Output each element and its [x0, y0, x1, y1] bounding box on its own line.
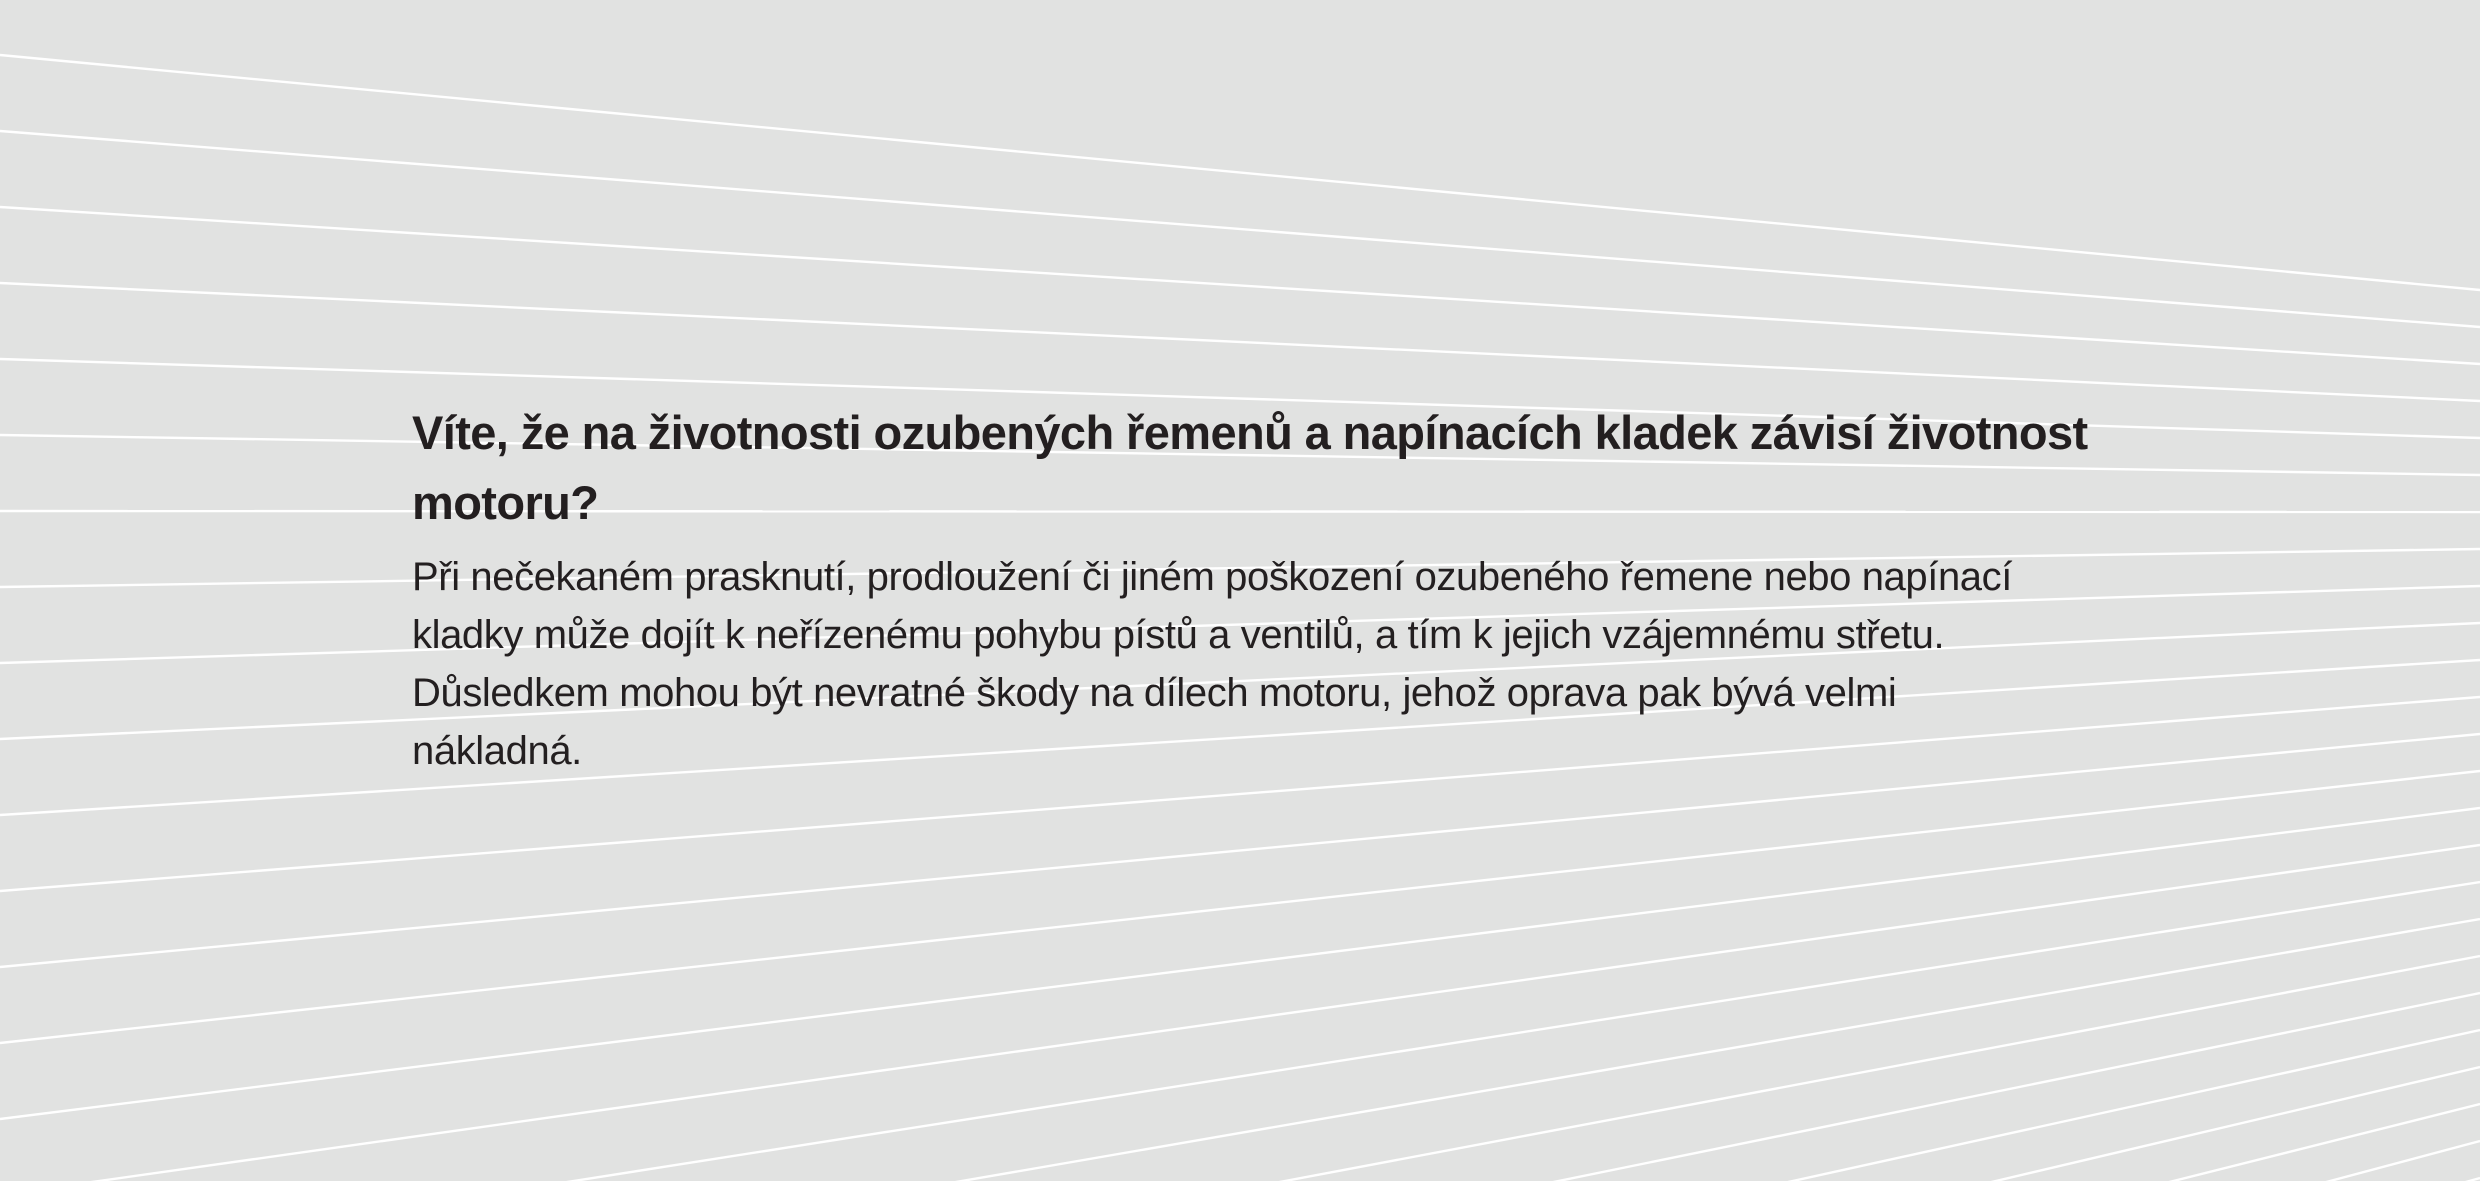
background-line	[0, 283, 2480, 401]
background-line	[0, 207, 2480, 364]
background-line	[0, 808, 2480, 1119]
headline: Víte, že na životnosti ozubených řemenů a napínacích kladek závisí životnost motoru?	[412, 406, 2088, 529]
background-line	[0, 771, 2480, 1043]
background-line	[0, 1067, 2480, 1181]
background-line	[0, 55, 2480, 290]
background-line	[0, 131, 2480, 327]
body-paragraph: Při nečekaném prasknutí, prodloužení či jiném poškození ozubeného řemene nebo napínací kladky může dojít k neřízenému pohybu pístů a ventilů, a tím k jejich vzájemnému střetu. Důsledkem mohou být nevratné škody na dílech motoru, jehož oprava pak bývá velmi nákladná.	[412, 555, 2012, 773]
text-block	[412, 398, 2112, 780]
background-line	[0, 845, 2480, 1181]
background-line	[0, 1141, 2480, 1181]
background-line	[0, 1030, 2480, 1181]
background-line	[0, 882, 2480, 1181]
